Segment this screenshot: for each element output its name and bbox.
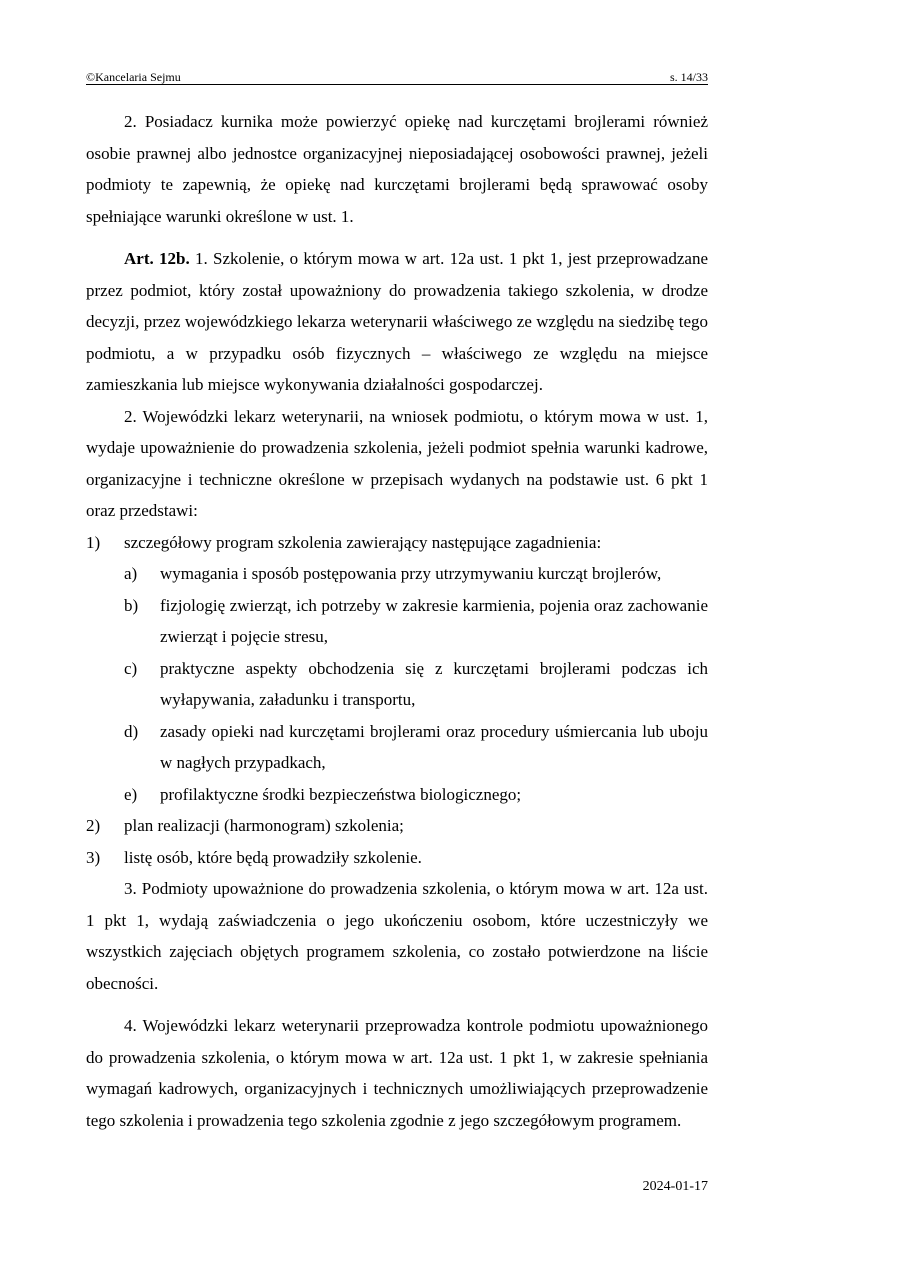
article-12b-1-text: 1. Szkolenie, o którym mowa w art. 12a ust. 1 pkt 1, jest przeprowadzane przez podmiot, który został upoważniony do prowadzenia takiego szkolenia, w drodze decyzji, przez wojewódzkiego lekarza weterynarii właściwego ze względu na siedzibę tego podmiotu, a w przypadku osób fizycznych – właściwego ze względu na miejsce zamieszkania lub miejsce wykonywania działalności gospodarczej.: [86, 249, 708, 394]
page-header: [86, 70, 708, 85]
list-item-number: 3): [86, 847, 101, 867]
list-item-text: szczegółowy program szkolenia zawierający następujące zagadnienia:: [124, 532, 602, 552]
sub-list-item-text: wymagania i sposób postępowania przy utrzymywaniu kurcząt brojlerów,: [160, 564, 662, 583]
document-date: 2024-01-17: [642, 1179, 708, 1194]
sub-list-item-letter: b): [124, 595, 139, 615]
sub-list-item-text: profilaktyczne środki bezpieczeństwa biologicznego;: [160, 784, 522, 804]
sub-list-item-letter: c): [124, 658, 138, 678]
sub-list-item: [86, 558, 708, 590]
header-page-number: s. 14/33: [669, 70, 708, 84]
list-item-text: listę osób, które będą prowadziły szkolenie.: [124, 847, 422, 867]
sub-list-item: [86, 590, 708, 653]
document-body: [86, 106, 708, 1136]
article-12b-4: 4. Wojewódzki lekarz weterynarii przeprowadza kontrole podmiotu upoważnionego do prowadzenia szkolenia, o którym mowa w art. 12a ust. 1 pkt 1, w zakresie spełniania wymagań kadrowych, organizacyjnych i technicznych umożliwiających przeprowadzenie tego szkolenia i prowadzenia tego szkolenia zgodnie z jego szczegółowym programem.: [86, 1016, 708, 1130]
paragraph-12a-2: 2. Posiadacz kurnika może powierzyć opiekę nad kurczętami brojlerami również osobie prawnej albo jednostce organizacyjnej nieposiadającej osobowości prawnej, jeżeli podmioty te zapewnią, że opiekę nad kurczętami brojlerami będą sprawować osoby spełniające warunki określone w ust. 1.: [86, 112, 708, 226]
article-12b-3: 3. Podmioty upoważnione do prowadzenia szkolenia, o którym mowa w art. 12a ust. 1 pkt 1, wydają zaświadczenia o jego ukończeniu osobom, które uczestniczyły we wszystkich zajęciach objętych programem szkolenia, co zostało potwierdzone na liście obecności.: [86, 879, 708, 993]
list-item-text: plan realizacji (harmonogram) szkolenia;: [124, 816, 404, 835]
list-item-number: 2): [86, 816, 101, 835]
sub-list-item: [86, 716, 708, 779]
article-12b-2: 2. Wojewódzki lekarz weterynarii, na wniosek podmiotu, o którym mowa w ust. 1, wydaje upoważnienie do prowadzenia szkolenia, jeżeli podmiot spełnia warunki kadrowe, organizacyjne i techniczne określone w przepisach wydanych na podstawie ust. 6 pkt 1 oraz przedstawi:: [86, 406, 708, 520]
list-item: [86, 527, 708, 559]
sub-list-item-text: zasady opieki nad kurczętami brojlerami oraz procedury uśmiercania lub uboju w nagłych przypadkach,: [160, 721, 708, 772]
header-publisher: ©Kancelaria Sejmu: [86, 70, 181, 84]
sub-list-item-letter: e): [124, 784, 138, 804]
sub-list-item-text: fizjologię zwierząt, ich potrzeby w zakresie karmienia, pojenia oraz zachowanie zwierząt i pojęcie stresu,: [160, 595, 708, 646]
article-12b-1: [86, 243, 708, 401]
sub-list-item-letter: a): [124, 564, 138, 583]
list-item: [86, 810, 708, 842]
list-item: [86, 842, 708, 874]
article-label: Art. 12b.: [124, 249, 190, 268]
sub-list-item-text: praktyczne aspekty obchodzenia się z kurczętami brojlerami podczas ich wyłapywania, załadunku i transportu,: [160, 658, 708, 709]
sub-list-item-letter: d): [124, 721, 139, 741]
sub-list-item: [86, 653, 708, 716]
sub-list-item: [86, 779, 708, 811]
list-item-number: 1): [86, 532, 101, 552]
